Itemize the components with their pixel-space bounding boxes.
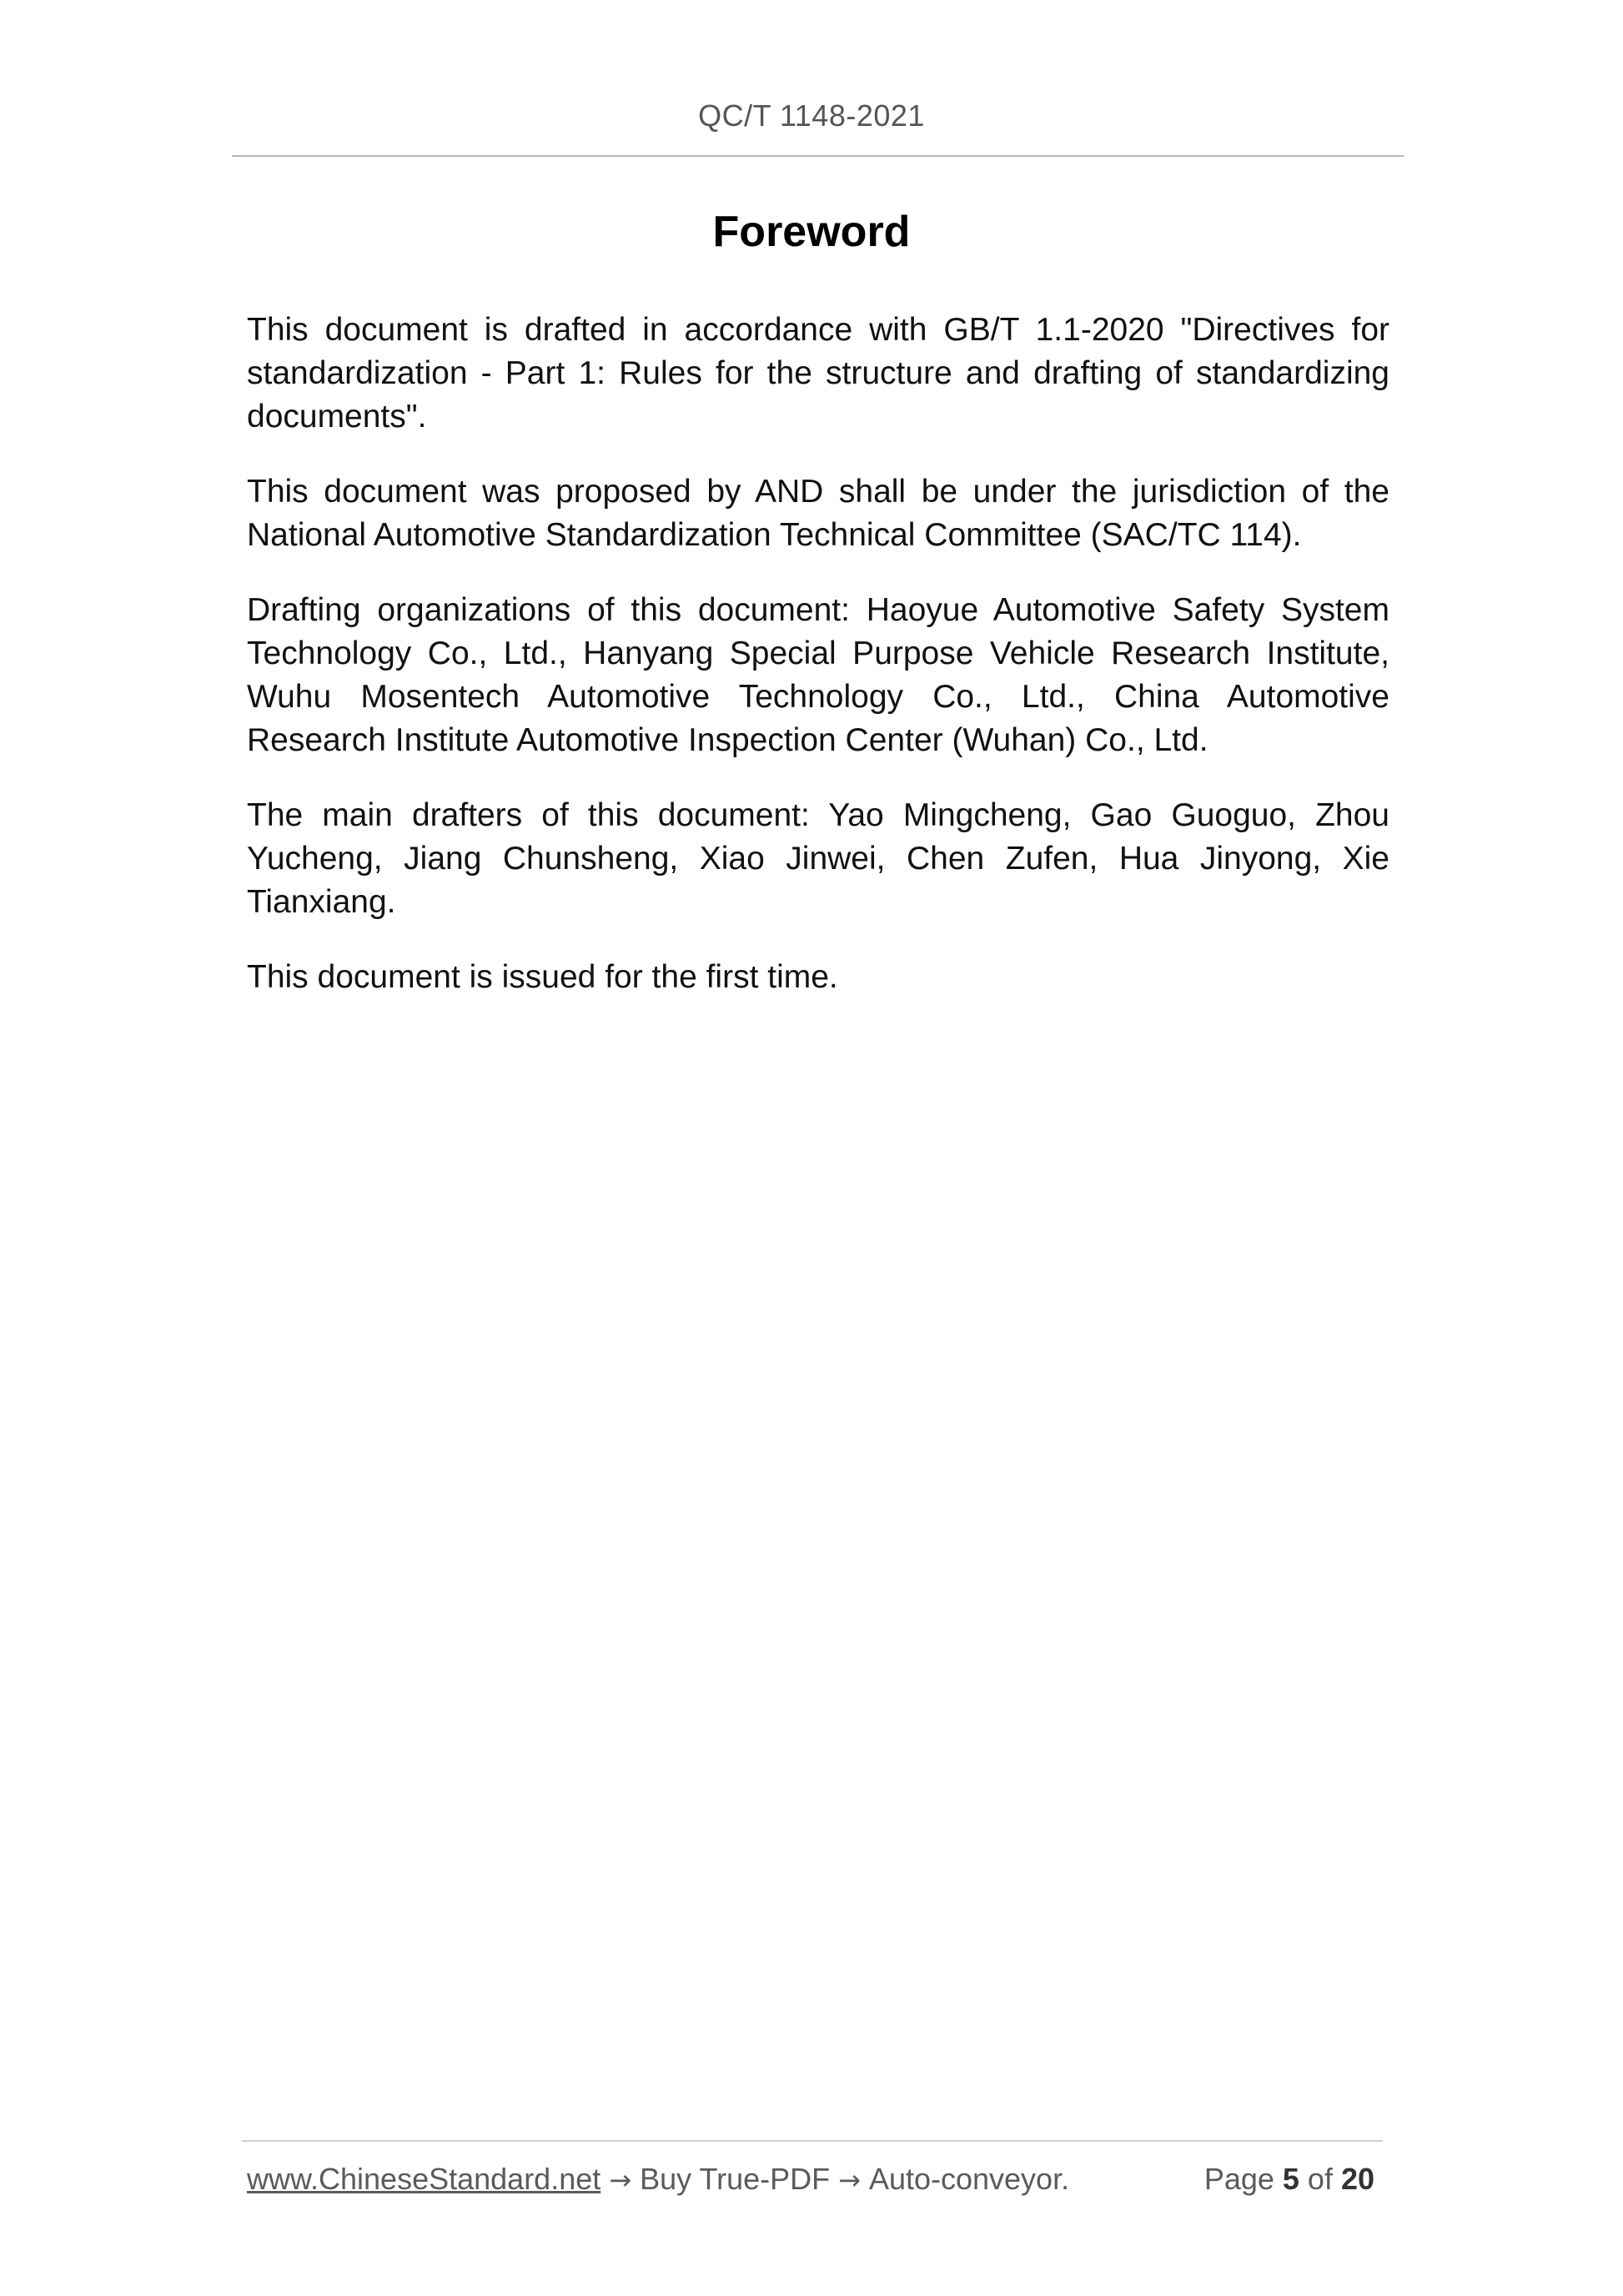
footer-navigation [247,2162,1069,2197]
paragraph-drafting-rules: This document is drafted in accordance with GB/T 1.1-2020 "Directives for standardization - Part 1: Rules for the structure and drafting of standardizing documents". [247,312,1389,435]
paragraph-jurisdiction: This document was proposed by AND shall be under the jurisdiction of the National Automotive Standardization Technical Committee (SAC/TC 114). [247,474,1389,553]
page-current: 5 [1282,2162,1299,2196]
running-header-code: QC/T 1148-2021 [698,98,925,133]
footer-divider [242,2140,1383,2142]
website-link[interactable]: www.ChineseStandard.net [247,2162,601,2196]
paragraph-main-drafters: The main drafters of this document: Yao Mingcheng, Gao Guoguo, Zhou Yucheng, Jiang Chunsheng, Xiao Jinwei, Chen Zufen, Hua Jinyong, Xie Tianxiang. [247,797,1389,920]
document-body [247,309,1389,1031]
paragraph-drafting-organizations: Drafting organizations of this document: Haoyue Automotive Safety System Technology Co., Ltd., Hanyang Special Purpose Vehicle Research Institute, Wuhu Mosentech Automotive Technology Co., Ltd., China Automotive Research Institute Automotive Inspection Center (Wuhan) Co., Ltd. [247,592,1389,758]
arrow-right-icon: → [838,2164,861,2196]
page-total: 20 [1340,2162,1374,2196]
page-footer [247,2162,1383,2203]
page-title: Foreword [712,208,911,256]
page-of-label: of [1307,2162,1333,2196]
buy-true-pdf-text: Buy True-PDF [640,2162,831,2196]
page-number [1204,2162,1383,2197]
auto-conveyor-text: Auto-conveyor. [868,2162,1070,2196]
arrow-right-icon: → [609,2164,632,2196]
header-divider [232,155,1404,157]
page-label: Page [1203,2162,1274,2196]
paragraph-first-issue: This document is issued for the first time. [247,959,838,995]
